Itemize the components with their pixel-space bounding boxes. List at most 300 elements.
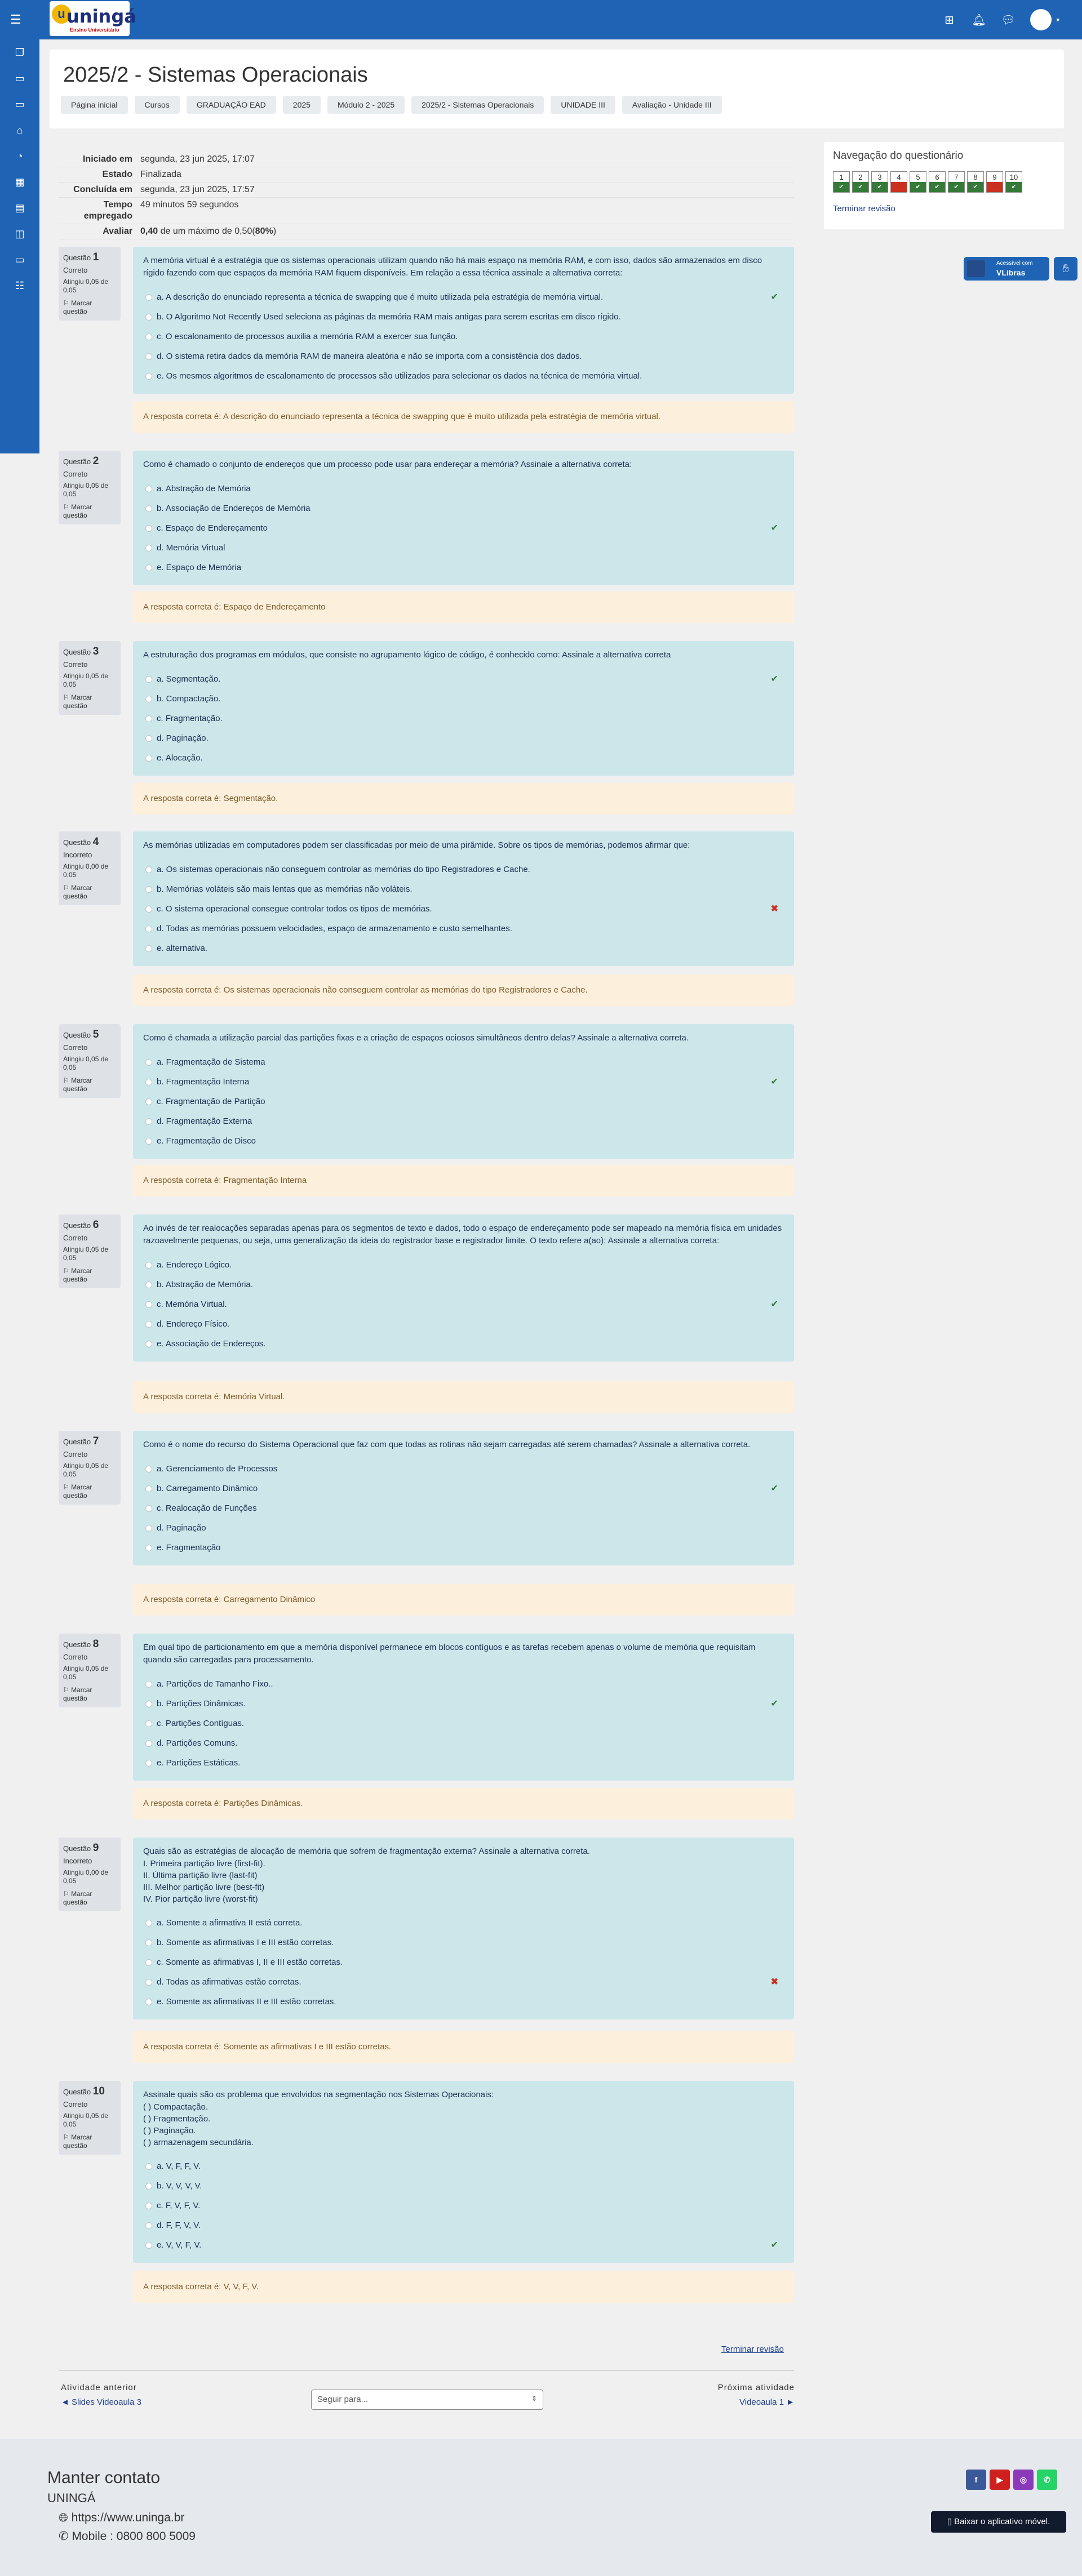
answer-option[interactable] <box>143 1733 784 1753</box>
question-content <box>133 2081 794 2263</box>
answer-option[interactable] <box>143 1674 784 1694</box>
question-info <box>59 1431 121 1505</box>
question-statement: I. Primeira partição livre (first-fit). <box>143 1859 265 1868</box>
answer-label: c. Realocação de Funções <box>157 1503 257 1513</box>
radio-button[interactable] <box>145 2163 152 2170</box>
grade-text: de um máximo de 0,50( <box>158 226 255 236</box>
breadcrumb-item[interactable]: UNIDADE III <box>551 96 615 114</box>
quiz-nav-button[interactable] <box>929 171 946 193</box>
radio-button[interactable] <box>145 1485 152 1492</box>
website-link[interactable]: https://www.uninga.br <box>71 2511 185 2524</box>
radio-button[interactable] <box>145 1079 152 1085</box>
answer-option[interactable] <box>143 1498 784 1518</box>
answer-list <box>143 860 784 958</box>
answer-option[interactable] <box>143 2196 784 2215</box>
radio-button[interactable] <box>145 926 152 932</box>
sign-language-icon[interactable]: ✋︎ <box>1054 257 1077 281</box>
footer <box>0 2439 1082 2576</box>
answer-label: e. Alocação. <box>157 753 203 763</box>
answer-option[interactable] <box>143 1479 784 1498</box>
answer-list <box>143 1674 784 1773</box>
question-content <box>133 831 794 966</box>
question-grade: Atingiu 0,00 de 0,05 <box>63 1868 109 1885</box>
summary-value <box>140 226 794 237</box>
question-statement: ( ) Paginação. <box>143 2126 196 2135</box>
facebook-icon[interactable]: f <box>966 2470 986 2490</box>
question-statement: ( ) armazenagem secundária. <box>143 2138 254 2147</box>
answer-option[interactable] <box>143 2156 784 2176</box>
answer-option[interactable] <box>143 1538 784 1558</box>
radio-button[interactable] <box>145 886 152 893</box>
answer-option[interactable] <box>143 1294 784 1314</box>
next-activity-link[interactable]: Videoaula 1 ► <box>739 2397 795 2407</box>
answer-option[interactable] <box>143 1753 784 1773</box>
radio-button[interactable] <box>145 1681 152 1688</box>
quiz-nav-button[interactable] <box>890 171 907 193</box>
answer-option[interactable] <box>143 287 784 307</box>
answer-list <box>143 669 784 768</box>
radio-button[interactable] <box>145 294 152 301</box>
answer-option[interactable] <box>143 1933 784 1952</box>
answer-option[interactable] <box>143 860 784 879</box>
answer-option[interactable] <box>143 558 784 577</box>
previous-activity-label: Atividade anterior <box>61 2383 137 2392</box>
summary-label: Estado <box>102 170 132 179</box>
radio-button[interactable] <box>145 1979 152 1986</box>
files-icon[interactable]: ▤ <box>15 202 25 213</box>
answer-option[interactable] <box>143 1314 784 1334</box>
radio-button[interactable] <box>145 2242 152 2249</box>
answer-option[interactable] <box>143 518 784 538</box>
answer-list <box>143 1052 784 1151</box>
answer-option[interactable] <box>143 1072 784 1092</box>
flag-icon: ⚐ <box>63 1076 72 1084</box>
radio-button[interactable] <box>145 676 152 683</box>
answer-label: a. Endereço Lógico. <box>157 1260 232 1270</box>
answer-label: b. Somente as afirmativas I e III estão corretas. <box>157 1938 334 1947</box>
flag-question-button[interactable]: ⚐ Marcar questão <box>63 1890 92 1906</box>
radio-button[interactable] <box>145 715 152 722</box>
question-info <box>59 451 121 524</box>
question-statement: ( ) Compactação. <box>143 2102 209 2112</box>
answer-option[interactable] <box>143 1275 784 1294</box>
question-statement: IV. Pior partição livre (worst-fit) <box>143 1894 258 1904</box>
answer-option[interactable] <box>143 1255 784 1275</box>
answer-label: a. Fragmentação de Sistema <box>157 1057 265 1067</box>
question-number: Questão 4 <box>63 836 99 848</box>
quiz-navigation-buttons <box>833 171 1022 193</box>
answer-option[interactable] <box>143 1518 784 1538</box>
radio-button[interactable] <box>145 1505 152 1512</box>
answer-label: d. Endereço Físico. <box>157 1319 230 1329</box>
answer-list <box>143 479 784 577</box>
cross-icon <box>891 182 907 192</box>
answer-option[interactable] <box>143 689 784 709</box>
breadcrumb <box>61 96 722 114</box>
answer-option[interactable] <box>143 366 784 386</box>
check-icon: ✔ <box>770 1300 778 1309</box>
answer-label: e. Os mesmos algoritmos de escalonamento de processos são utilizados para selecionar os dados na técnica de memória virtual. <box>157 371 642 381</box>
answer-option[interactable] <box>143 479 784 499</box>
radio-button[interactable] <box>145 1059 152 1066</box>
answer-option[interactable] <box>143 728 784 748</box>
check-icon: ✔ <box>929 182 945 192</box>
radio-button[interactable] <box>145 1118 152 1125</box>
breadcrumb-item[interactable]: 2025 <box>283 96 321 114</box>
radio-button[interactable] <box>145 1740 152 1747</box>
check-icon: ✔ <box>770 2240 778 2250</box>
answer-option[interactable] <box>143 307 784 327</box>
question-state: Incorreto <box>63 1857 92 1865</box>
instagram-icon[interactable]: ◎ <box>1013 2470 1034 2490</box>
flag-question-button[interactable]: ⚐ Marcar questão <box>63 503 92 519</box>
answer-option[interactable] <box>143 1111 784 1131</box>
cross-icon <box>987 182 1003 192</box>
correct-answer-feedback: A resposta correta é: Partições Dinâmicas. <box>133 1788 794 1819</box>
radio-button[interactable] <box>145 1138 152 1145</box>
answer-option[interactable] <box>143 1972 784 1992</box>
answer-option[interactable] <box>143 1694 784 1714</box>
question-number: Questão 7 <box>63 1435 99 1447</box>
next-activity-label: Próxima atividade <box>717 2383 795 2392</box>
flag-question-button[interactable]: ⚐ Marcar questão <box>63 884 92 900</box>
breadcrumb-item[interactable]: GRADUAÇÃO EAD <box>187 96 276 114</box>
check-icon: ✔ <box>1006 182 1022 192</box>
chat-icon[interactable]: 💬︎ <box>1001 14 1016 26</box>
grade-percent: 80% <box>255 226 273 236</box>
cross-icon: ✖ <box>770 1977 778 1987</box>
answer-option[interactable] <box>143 748 784 768</box>
page-title: 2025/2 - Sistemas Operacionais <box>63 63 368 87</box>
question-text: As memórias utilizadas em computadores podem ser classificadas por meio de uma pirâmide. Sobre os tipos de memórias, podemos afirmar que: <box>143 840 690 850</box>
radio-button[interactable] <box>145 373 152 380</box>
answer-option[interactable] <box>143 499 784 518</box>
answer-option[interactable] <box>143 1131 784 1151</box>
check-icon: ✔ <box>968 182 983 192</box>
radio-button[interactable] <box>145 2222 152 2229</box>
check-icon: ✔ <box>910 182 926 192</box>
check-icon: ✔ <box>833 182 849 192</box>
quiz-nav-number: 6 <box>935 173 939 181</box>
summary-row <box>59 183 794 198</box>
radio-button[interactable] <box>145 1341 152 1347</box>
vlibras-caption: Acessível com <box>996 260 1033 266</box>
vlibras-label: VLibras <box>996 268 1026 277</box>
question-grade: Atingiu 0,05 de 0,05 <box>63 1462 109 1478</box>
answer-label: b. Abstração de Memória. <box>157 1280 253 1289</box>
flag-icon: ⚐ <box>63 1267 72 1275</box>
grade-value: 0,40 <box>140 226 158 236</box>
question-info <box>59 831 121 905</box>
logo[interactable] <box>50 1 136 36</box>
answer-option[interactable] <box>143 1052 784 1072</box>
question-number: Questão 3 <box>63 646 99 657</box>
correct-answer-feedback: A resposta correta é: Memória Virtual. <box>133 1381 794 1413</box>
answer-list <box>143 2156 784 2255</box>
radio-button[interactable] <box>145 2203 152 2209</box>
summary-row <box>59 167 794 183</box>
summary-row <box>59 224 794 239</box>
question-text: A estruturação dos programas em módulos, que consiste no agrupamento lógico de código, é conhecido como: Assinale a alternativa correta <box>143 650 671 660</box>
courses-icon[interactable]: ❐ <box>15 47 25 58</box>
answer-option[interactable] <box>143 709 784 728</box>
answer-option[interactable] <box>143 879 784 899</box>
question-statement: III. Melhor partição livre (best-fit) <box>143 1883 265 1892</box>
flag-question-button[interactable]: ⚐ Marcar questão <box>63 1483 92 1500</box>
radio-button[interactable] <box>145 696 152 702</box>
vlibras-avatar-icon <box>967 260 985 277</box>
answer-label: c. O sistema operacional consegue controlar todos os tipos de memórias. <box>157 904 432 914</box>
answer-label: d. Memória Virtual <box>157 543 225 553</box>
answer-label: a. Gerenciamento de Processos <box>157 1464 278 1474</box>
previous-activity-link[interactable]: ◄ Slides Videoaula 3 <box>61 2397 141 2407</box>
quiz-nav-button[interactable] <box>986 171 1003 193</box>
calendar-icon[interactable]: ▦ <box>15 176 25 188</box>
answer-option[interactable] <box>143 1092 784 1111</box>
radio-button[interactable] <box>145 353 152 360</box>
download-app-label: Baixar o aplicativo móvel. <box>954 2517 1050 2526</box>
bell-icon[interactable]: 🔔︎ <box>972 14 986 26</box>
quiz-nav-button[interactable] <box>833 171 850 193</box>
radio-button[interactable] <box>145 755 152 762</box>
quiz-nav-number: 2 <box>858 173 863 181</box>
answer-option[interactable] <box>143 2176 784 2196</box>
question-number: Questão 8 <box>63 1638 99 1650</box>
quiz-nav-button[interactable] <box>948 171 965 193</box>
answer-option[interactable] <box>143 2215 784 2235</box>
correct-answer-feedback: A resposta correta é: Carregamento Dinâmico <box>133 1584 794 1616</box>
question-info <box>59 1634 121 1707</box>
question-text: A memória virtual é a estratégia que os sistemas operacionais utilizam quando não há mais espaço na memória RAM, e com isso, dados são armazenados em disco rígido fazendo com que espaços da memória RAM fiquem disponíveis. Em relação a essa técnica assinale a alternativa correta: <box>143 256 762 278</box>
folder-icon[interactable]: ▭ <box>15 254 25 265</box>
select-arrows-icon: ⇕ <box>531 2395 537 2403</box>
social-links <box>966 2470 1057 2490</box>
answer-option[interactable] <box>143 1459 784 1479</box>
radio-button[interactable] <box>145 1466 152 1472</box>
question-state: Correto <box>63 1043 88 1052</box>
radio-button[interactable] <box>145 1939 152 1946</box>
question-content <box>133 1431 794 1565</box>
correct-answer-feedback: A resposta correta é: Os sistemas operacionais não conseguem controlar as memórias do tipo Registradores e Cache. <box>133 975 794 1006</box>
answer-option[interactable] <box>143 899 784 919</box>
question-grade: Atingiu 0,05 de 0,05 <box>63 2112 109 2128</box>
radio-button[interactable] <box>145 564 152 571</box>
home-icon[interactable]: ⌂ <box>16 124 23 136</box>
radio-button[interactable] <box>145 525 152 532</box>
answer-option[interactable] <box>143 1714 784 1733</box>
answer-option[interactable] <box>143 538 784 558</box>
answer-label: c. Fragmentação. <box>157 714 223 723</box>
answer-label: d. O sistema retira dados da memória RAM de maneira aleatória e não se importa com a consistência dos dados. <box>157 352 582 361</box>
radio-button[interactable] <box>145 505 152 512</box>
breadcrumb-item[interactable]: Avaliação - Unidade III <box>622 96 722 114</box>
answer-option[interactable] <box>143 938 784 958</box>
quiz-nav-button[interactable] <box>1005 171 1022 193</box>
answer-option[interactable] <box>143 327 784 346</box>
chevron-down-icon[interactable]: ▾ <box>1056 16 1059 24</box>
breadcrumb-item[interactable]: Módulo 2 - 2025 <box>327 96 405 114</box>
question-state: Correto <box>63 660 88 669</box>
answer-label: e. Fragmentação de Disco <box>157 1136 256 1146</box>
radio-button[interactable] <box>145 866 152 873</box>
question-info <box>59 1024 121 1098</box>
summary-label: Concluída em <box>73 185 132 194</box>
quiz-nav-button[interactable] <box>910 171 926 193</box>
correct-answer-feedback: A resposta correta é: Segmentação. <box>133 783 794 815</box>
question-statement: ( ) Fragmentação. <box>143 2114 211 2124</box>
answer-label: c. Fragmentação de Partição <box>157 1097 265 1106</box>
question-number: Questão 5 <box>63 1029 99 1040</box>
radio-button[interactable] <box>145 1282 152 1288</box>
list-icon[interactable]: ☷ <box>15 280 25 291</box>
radio-button[interactable] <box>145 1545 152 1551</box>
answer-option[interactable] <box>143 1334 784 1354</box>
correct-answer-feedback: A resposta correta é: Espaço de Endereçamento <box>133 591 794 623</box>
question-info <box>59 2081 121 2155</box>
quiz-nav-button[interactable] <box>852 171 869 193</box>
breadcrumb-item[interactable]: 2025/2 - Sistemas Operacionais <box>411 96 544 114</box>
finish-review-link[interactable]: Terminar revisão <box>833 204 895 213</box>
answer-option[interactable] <box>143 669 784 689</box>
summary-row <box>59 152 794 167</box>
radio-button[interactable] <box>145 735 152 742</box>
question-grade: Atingiu 0,05 de 0,05 <box>63 1665 109 1681</box>
cross-icon: ✖ <box>770 904 778 914</box>
answer-label: e. Somente as afirmativas II e III estão corretas. <box>157 1997 336 2006</box>
logo-mark: u <box>52 5 71 24</box>
answer-option[interactable] <box>143 2235 784 2255</box>
attempt-summary <box>59 152 794 239</box>
radio-button[interactable] <box>145 1760 152 1767</box>
answer-label: e. Partições Estáticas. <box>157 1758 241 1768</box>
answer-label: a. Os sistemas operacionais não conseguem controlar as memórias do tipo Registradores e Cache. <box>157 865 530 874</box>
radio-button[interactable] <box>145 906 152 913</box>
quiz-nav-button[interactable] <box>967 171 984 193</box>
answer-label: b. Compactação. <box>157 694 221 704</box>
breadcrumb-item[interactable]: Cursos <box>135 96 180 114</box>
mobile-icon: ▯ <box>947 2517 955 2526</box>
footer-website[interactable] <box>59 2511 184 2525</box>
radio-button[interactable] <box>145 1098 152 1105</box>
flag-question-button[interactable]: ⚐ Marcar questão <box>63 2133 92 2150</box>
folder-icon[interactable]: ▭ <box>15 73 25 84</box>
quiz-nav-number: 4 <box>897 173 901 181</box>
answer-label: d. F, F, V, V. <box>157 2221 201 2230</box>
radio-button[interactable] <box>145 1525 152 1532</box>
answer-label: e. alternativa. <box>157 944 208 953</box>
answer-option[interactable] <box>143 919 784 938</box>
question-state: Correto <box>63 1653 88 1661</box>
whatsapp-icon[interactable]: ✆ <box>1037 2470 1057 2490</box>
answer-option[interactable] <box>143 346 784 366</box>
answer-label: d. Todas as afirmativas estão corretas. <box>157 1977 301 1987</box>
radio-button[interactable] <box>145 1920 152 1927</box>
summary-label: Tempo empregado <box>83 200 132 221</box>
quiz-navigation-title: Navegação do questionário <box>833 150 964 162</box>
logo-subtitle: Ensino Universitário <box>70 27 119 33</box>
quiz-nav-button[interactable] <box>871 171 888 193</box>
dashboard-icon[interactable]: ◔ <box>16 150 23 162</box>
radio-button[interactable] <box>145 1999 152 2005</box>
radio-button[interactable] <box>145 545 152 551</box>
question-content <box>133 1214 794 1362</box>
download-app-button[interactable] <box>931 2511 1066 2533</box>
folder-icon[interactable]: ▭ <box>15 99 25 110</box>
divider <box>59 2370 794 2371</box>
avatar[interactable] <box>1030 9 1052 30</box>
question-number: Questão 6 <box>63 1219 99 1231</box>
answer-label: d. Paginação. <box>157 733 209 743</box>
radio-button[interactable] <box>145 1701 152 1707</box>
radio-button[interactable] <box>145 486 152 492</box>
answer-option[interactable] <box>143 1992 784 2012</box>
answer-label: d. Partições Comuns. <box>157 1738 238 1748</box>
breadcrumb-item[interactable]: Página inicial <box>61 96 128 114</box>
question-text: Ao invés de ter realocações separadas apenas para os segmentos de texto e dados, todo o espaço de endereçamento pode ser mapeado na memória física em unidades razoavelmente pequenas, ou seja, uma generalização da ideia do registrador base e registrador limite. O texto refere a(ao): Assinale a alternativa correta: <box>143 1224 782 1245</box>
question-statement: II. Última partição livre (last-fit) <box>143 1871 258 1880</box>
summary-value: segunda, 23 jun 2025, 17:07 <box>140 154 255 164</box>
radio-button[interactable] <box>145 1321 152 1328</box>
grid-icon[interactable]: ⊞ <box>944 14 954 26</box>
quiz-nav-number: 5 <box>916 173 920 181</box>
flag-question-button[interactable]: ⚐ Marcar questão <box>63 1076 92 1093</box>
summary-value: 49 minutos 59 segundos <box>140 200 239 210</box>
answer-option[interactable] <box>143 1952 784 1972</box>
summary-label: Iniciado em <box>82 154 132 164</box>
finish-review-link[interactable]: Terminar revisão <box>721 2344 784 2354</box>
radio-button[interactable] <box>145 1301 152 1308</box>
question-content <box>133 1634 794 1781</box>
radio-button[interactable] <box>145 2183 152 2190</box>
answer-label: c. Somente as afirmativas I, II e III estão corretas. <box>157 1957 343 1967</box>
flag-question-button[interactable]: ⚐ Marcar questão <box>63 1686 92 1702</box>
check-icon: ✔ <box>872 182 888 192</box>
youtube-icon[interactable]: ▶ <box>990 2470 1010 2490</box>
radio-button[interactable] <box>145 1720 152 1727</box>
answer-label: d. Todas as memórias possuem velocidades, espaço de armazenamento e custo semelhantes. <box>157 924 512 933</box>
radio-button[interactable] <box>145 1262 152 1269</box>
flag-question-button[interactable]: ⚐ Marcar questão <box>63 1267 92 1283</box>
book-icon[interactable]: ◫ <box>15 228 25 239</box>
quiz-nav-number: 7 <box>954 173 959 181</box>
answer-option[interactable] <box>143 1913 784 1933</box>
question-state: Correto <box>63 470 88 478</box>
answer-label: c. Espaço de Endereçamento <box>157 523 268 533</box>
question-content <box>133 1838 794 2019</box>
answer-label: c. F, V, F, V. <box>157 2201 201 2210</box>
check-icon: ✔ <box>948 182 964 192</box>
radio-button[interactable] <box>145 333 152 340</box>
answer-label: e. Fragmentação <box>157 1543 221 1552</box>
answer-label: a. Partições de Tamanho Fixo.. <box>157 1679 273 1689</box>
radio-button[interactable] <box>145 1959 152 1966</box>
correct-answer-feedback: A resposta correta é: Fragmentação Interna <box>133 1165 794 1196</box>
check-icon: ✔ <box>770 1484 778 1493</box>
jump-to-select[interactable] <box>311 2390 543 2410</box>
answer-label: b. Carregamento Dinâmico <box>157 1484 258 1493</box>
question-number: Questão 9 <box>63 1842 99 1854</box>
hamburger-icon[interactable]: ☰ <box>10 12 21 26</box>
answer-label: a. Segmentação. <box>157 674 221 684</box>
globe-icon: 🌐︎ <box>59 2511 72 2524</box>
radio-button[interactable] <box>145 945 152 952</box>
vlibras-widget[interactable] <box>964 257 1049 281</box>
flag-question-button[interactable]: ⚐ Marcar questão <box>63 693 92 710</box>
answer-label: e. Espaço de Memória <box>157 563 242 572</box>
radio-button[interactable] <box>145 314 152 321</box>
flag-question-button[interactable]: ⚐ Marcar questão <box>63 299 92 315</box>
flag-icon: ⚐ <box>63 1483 72 1491</box>
